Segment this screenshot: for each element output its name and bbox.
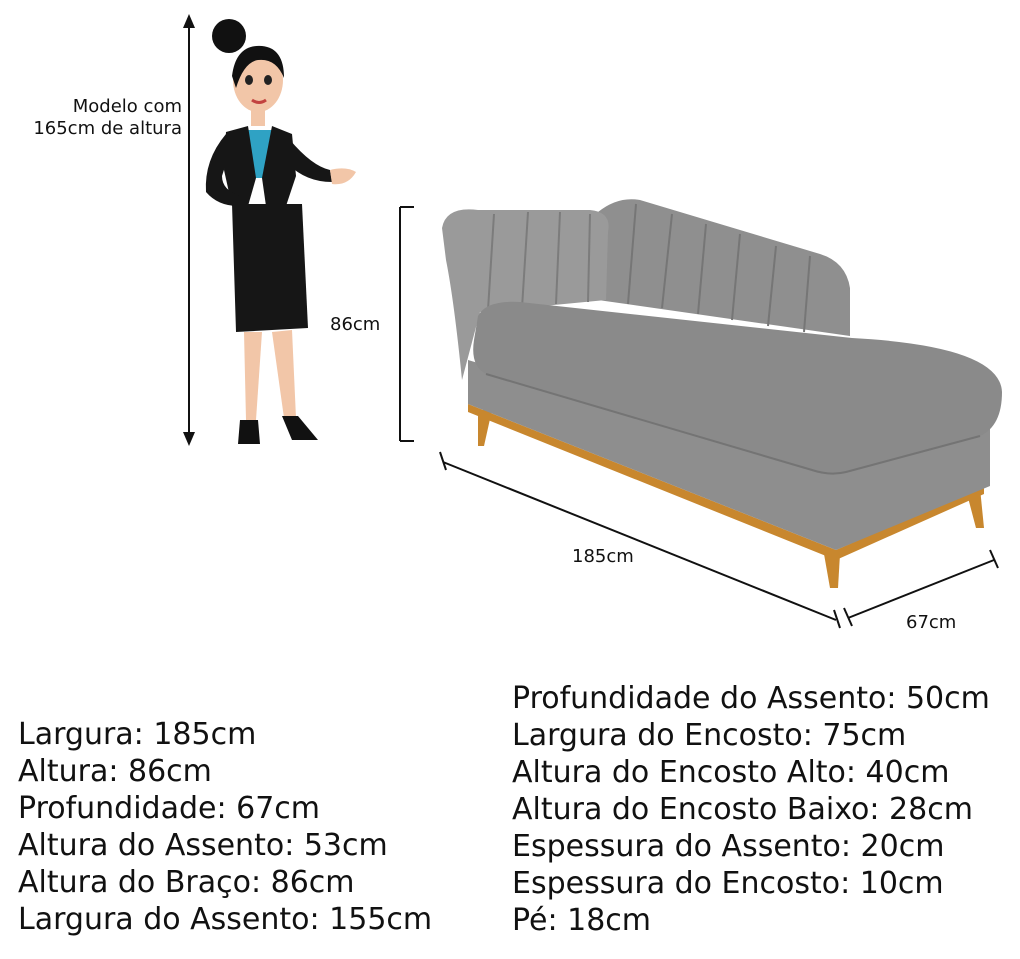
specs-left-list <box>18 716 432 938</box>
spec-item: Profundidade do Assento: 50cm <box>512 681 990 716</box>
height-bracket <box>400 207 414 441</box>
spec-item: Espessura do Encosto: 10cm <box>512 866 944 901</box>
spec-item: Altura do Encosto Alto: 40cm <box>512 755 950 790</box>
spec-item: Largura: 185cm <box>18 717 257 752</box>
spec-item: Pé: 18cm <box>512 903 652 938</box>
chaise-sofa-image <box>442 199 1002 588</box>
model-caption <box>10 96 182 140</box>
spec-item: Largura do Encosto: 75cm <box>512 718 907 753</box>
spec-item: Altura do Assento: 53cm <box>18 828 388 863</box>
spec-item: Altura do Encosto Baixo: 28cm <box>512 792 973 827</box>
spec-item: Largura do Assento: 155cm <box>18 902 433 937</box>
spec-item: Altura: 86cm <box>18 754 212 789</box>
height-label: 86cm <box>330 314 381 335</box>
model-caption-line2: 165cm de altura <box>33 118 182 139</box>
spec-item: Profundidade: 67cm <box>18 791 321 826</box>
spec-item: Espessura do Assento: 20cm <box>512 829 945 864</box>
spec-item: Altura do Braço: 86cm <box>18 865 355 900</box>
specs-right-list <box>512 680 990 939</box>
model-height-arrow <box>183 14 195 446</box>
model-figure <box>206 19 356 444</box>
depth-label: 67cm <box>906 612 957 633</box>
width-label: 185cm <box>572 546 634 567</box>
model-caption-line1: Modelo com <box>72 96 182 117</box>
